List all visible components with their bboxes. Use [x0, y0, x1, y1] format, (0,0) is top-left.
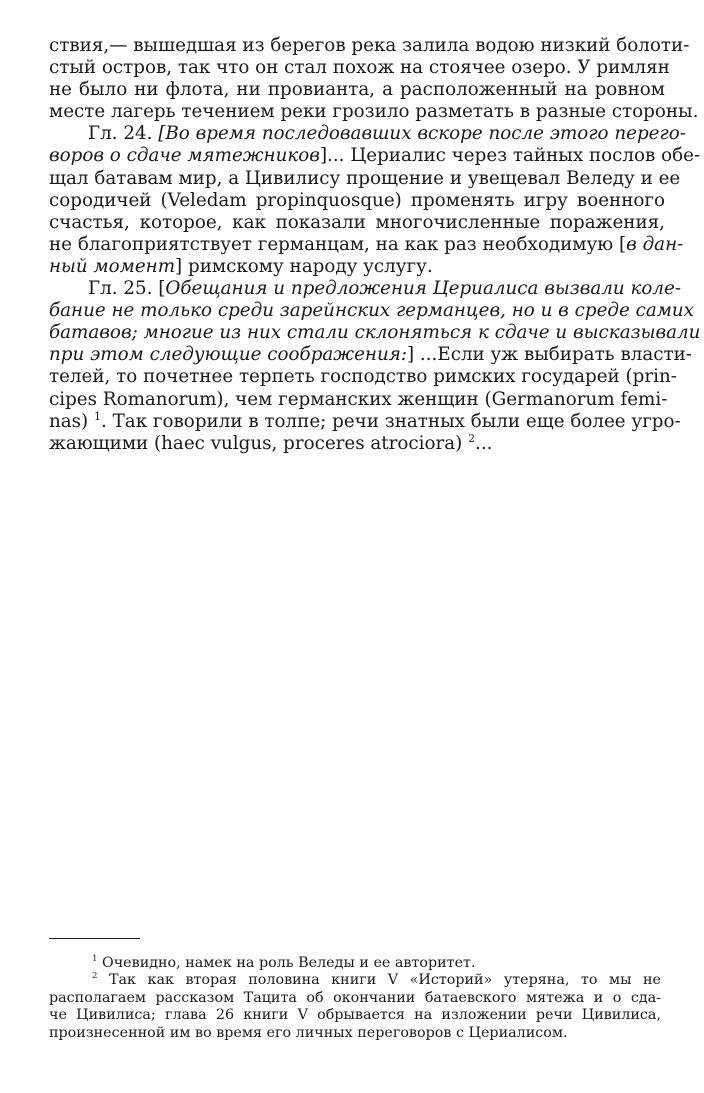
editorial-note: воров о сдаче мятежников [49, 145, 320, 167]
editorial-note: в дан- [626, 233, 684, 255]
editorial-note: [Во время последовавших вскоре после этого перего- [158, 123, 686, 145]
text-line [49, 256, 665, 278]
text-line [49, 409, 681, 433]
footnotes [49, 955, 661, 1042]
text-line [49, 145, 701, 167]
footnote-2 [49, 972, 661, 989]
text-fragment: жающими (haec vulgus, proceres atrociora) [49, 432, 469, 454]
editorial-note-line: батавов; многие из них стали склоняться к сдаче и высказывали [49, 322, 701, 344]
editorial-note: ный момент [49, 255, 176, 277]
footnote-1 [49, 955, 661, 972]
footnote-divider [49, 938, 140, 939]
chapter-24-label: Гл. 24. [88, 123, 153, 145]
editorial-note: при этом следующие соображения: [49, 344, 407, 366]
text-fragment: nas) [49, 410, 94, 432]
text-line: сородичей (Veledam propinquosque) променять игру военного [49, 189, 665, 211]
text-line: счастья, которое, как показали многочисленные поражения, [49, 211, 665, 233]
text-fragment: . Так говорили в толпе; речи знатных были еще более угро- [100, 410, 681, 432]
footnote-text: Очевидно, намек на роль Веледы и ее авторитет. [97, 955, 476, 971]
main-text [49, 35, 701, 455]
text-fragment: ... [475, 432, 493, 454]
editorial-note: Обещания и предложения Цериалиса вызвали коле- [165, 278, 682, 300]
footnote-line: располагаем рассказом Тацита об окончании батаевского мятежа и о сда- [49, 989, 661, 1006]
text-line: стый остров, так что он стал похож на стоячее озеро. У римлян [49, 57, 670, 79]
text-line: телей, то почетнее терпеть господство римских государей (prin- [49, 366, 677, 388]
text-line [49, 233, 684, 256]
chapter-25-line [49, 278, 682, 300]
text-fragment: [ [158, 278, 166, 300]
text-line [49, 433, 665, 455]
text-fragment: ] римскому народу услугу. [175, 255, 433, 277]
text-line: ствия,— вышедшая из берегов река залила водою низкий болоти- [49, 35, 690, 56]
footnote-text: Так как вторая половина книги V «Историй» утеряна, то мы не [97, 972, 661, 989]
text-fragment: ] ...Если уж выбирать власти- [406, 344, 692, 366]
footnote-marker: 1 [92, 954, 98, 965]
text-fragment: не благоприятствует германцам, на как раз необходимую [ [49, 233, 627, 255]
text-line: cipes Romanorum), чем германских женщин (Germanorum femi- [49, 388, 668, 410]
footnote-line: че Цивилиса; глава 26 книги V обрывается на изложении речи Цивилиса, [49, 1007, 661, 1024]
footnote-ref-1[interactable]: 1 [94, 409, 101, 423]
editorial-note-line: бание не только среди зарейнских германцев, но и в среде самих [49, 300, 694, 322]
text-line [49, 344, 692, 366]
text-line: не было ни флота, ни провианта, а расположенный на ровном [49, 79, 665, 101]
chapter-24-line [49, 123, 686, 145]
text-line: месте лагерь течением реки грозило разметать в разные стороны. [49, 101, 699, 123]
chapter-25-label: Гл. 25. [88, 278, 153, 300]
footnote-marker: 2 [92, 971, 98, 982]
footnote-line: произнесенной им во время его личных переговоров с Цериалисом. [49, 1024, 568, 1041]
footnote-ref-2[interactable]: 2 [468, 431, 476, 445]
text-line: щал батавам мир, а Цивилису прощение и увещевал Веледу и ее [49, 167, 681, 189]
text-fragment: ]... Цериалис через тайных послов обе- [319, 145, 701, 167]
